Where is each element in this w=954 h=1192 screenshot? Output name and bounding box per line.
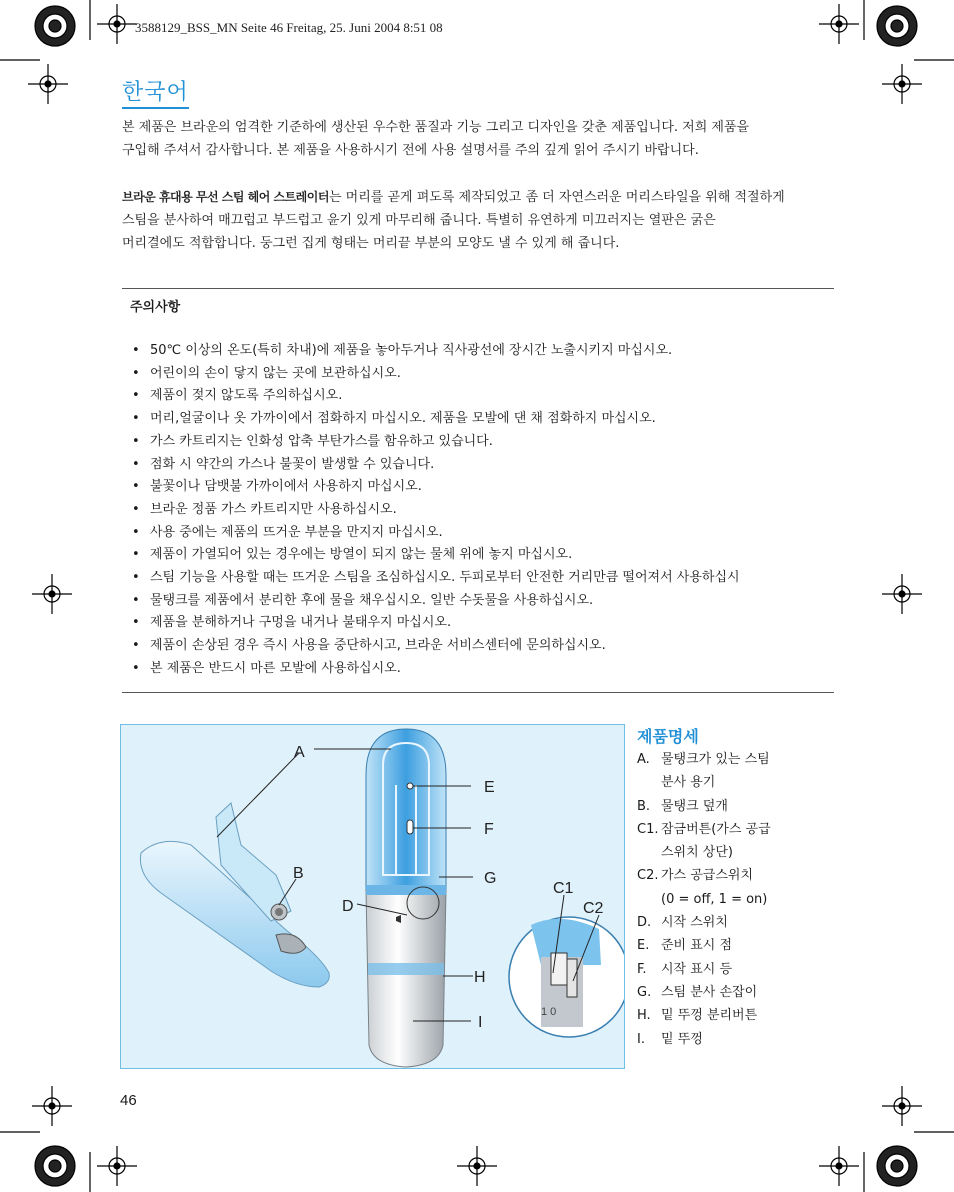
- warning-item: • 불꽃이나 담뱃불 가까이에서 사용하지 마십시오.: [132, 476, 842, 499]
- crosshair-icon: [819, 4, 859, 44]
- spec-key: C1.: [637, 821, 659, 837]
- spec-text: 스팀 분사 손잡이: [661, 984, 758, 1000]
- spec-text: 물탱크가 있는 스팀: [661, 752, 770, 767]
- spec-item: [637, 818, 937, 865]
- color-rosette-icon: [877, 1146, 917, 1186]
- spec-key: E.: [637, 938, 650, 954]
- tank-clip-drawing: [140, 803, 329, 987]
- intro-paragraph: [122, 116, 838, 162]
- spec-text: 준비 표시 점: [661, 938, 733, 954]
- product-diagram: [120, 724, 625, 1069]
- warning-item: • 점화 시 약간의 가스나 불꽃이 발생할 수 있습니다.: [132, 454, 842, 477]
- warning-item: • 머리,얼굴이나 옷 가까이에서 점화하지 마십시오. 제품을 모발에 댄 채 점화하지 마십시오.: [132, 408, 842, 431]
- label-i: I: [478, 1014, 483, 1031]
- crosshair-icon: [819, 1146, 859, 1186]
- section-title: 한국어: [122, 80, 189, 109]
- warning-item: • 물탱크를 제품에서 분리한 후에 물을 채우십시오. 일반 수돗물을 사용하십시오.: [132, 590, 842, 613]
- spec-text: 시작 표시 등: [661, 961, 733, 977]
- spec-text: 가스 공급스위치: [661, 868, 754, 884]
- description-line: 머리결에도 적합합니다. 둥그런 집게 형태는 머리끝 부분의 모양도 낼 수 있게 해 줍니다.: [122, 236, 620, 251]
- spec-item: [637, 864, 937, 911]
- label-d: D: [342, 898, 354, 915]
- label-c2: C2: [583, 900, 604, 917]
- product-illustration: [121, 725, 624, 1068]
- warning-item: • 브라운 정품 가스 카트리지만 사용하십시오.: [132, 499, 842, 522]
- crosshair-icon: [882, 64, 922, 104]
- crosshair-icon: [97, 1146, 137, 1186]
- crosshair-icon: [28, 64, 68, 104]
- spec-text: 잠금버튼(가스 공급: [661, 821, 771, 837]
- description-line: 스팀을 분사하여 매끄럽고 부드럽고 윤기 있게 마무리해 줍니다. 특별히 유연하게 미끄러지는 열판은 굵은: [122, 213, 716, 228]
- description-text: 는 머리를 곧게 펴도록 제작되었고 좀 더 자연스러운 머리스타일을 위해 적절하게: [328, 190, 785, 205]
- straightener-device: [366, 729, 446, 1067]
- label-b: B: [293, 865, 304, 882]
- spec-key: H.: [637, 1008, 651, 1024]
- crosshair-icon: [32, 574, 72, 614]
- label-h: H: [474, 969, 486, 986]
- spec-text-cont: 스위치 상단): [661, 845, 733, 861]
- spec-text: 밑 뚜껑: [661, 1031, 703, 1047]
- label-e: E: [484, 779, 495, 796]
- spec-key: A.: [637, 752, 650, 767]
- warning-item: • 어린이의 손이 닿지 않는 곳에 보관하십시오.: [132, 363, 842, 386]
- spec-key: F.: [637, 961, 647, 977]
- spec-item: [637, 958, 937, 981]
- color-rosette-icon: [877, 6, 917, 46]
- specs-title: 제품명세: [637, 727, 699, 746]
- spec-text: 밑 뚜껑 분리버튼: [661, 1008, 758, 1024]
- spec-key: C2.: [637, 868, 659, 884]
- dial-marks: 1 0: [541, 1006, 557, 1018]
- switch-detail-drawing: [509, 917, 624, 1037]
- spec-item: [637, 1028, 937, 1051]
- spec-text-cont: 분사 용기: [661, 775, 716, 791]
- label-f: F: [484, 821, 494, 838]
- spec-text: 시작 스위치: [661, 915, 728, 931]
- warning-item: • 50℃ 이상의 온도(특히 차내)에 제품을 놓아두거나 직사광선에 장시간 노출시키지 마십시오.: [132, 340, 842, 363]
- warning-item: • 제품이 손상된 경우 즉시 사용을 중단하시고, 브라운 서비스센터에 문의하십시오.: [132, 635, 842, 658]
- label-g: G: [484, 870, 497, 887]
- spec-item: [637, 981, 937, 1004]
- spec-item: [637, 1004, 937, 1027]
- label-a: A: [294, 744, 305, 761]
- spec-item: [637, 911, 937, 934]
- spec-item: [637, 934, 937, 957]
- warning-item: • 사용 중에는 제품의 뜨거운 부분을 만지지 마십시오.: [132, 522, 842, 545]
- spec-text: 물탱크 덮개: [661, 798, 728, 814]
- warning-item: • 가스 카트리지는 인화성 압축 부탄가스를 함유하고 있습니다.: [132, 431, 842, 454]
- divider: [122, 692, 834, 693]
- print-header: 3588129_BSS_MN Seite 46 Freitag, 25. Juni 2004 8:51 08: [135, 20, 443, 35]
- warning-item: • 제품이 가열되어 있는 경우에는 방열이 되지 않는 물체 위에 놓지 마십시오.: [132, 544, 842, 567]
- page-number: 46: [120, 1092, 137, 1109]
- crosshair-icon: [457, 1146, 497, 1186]
- warning-item: • 제품을 분해하거나 구멍을 내거나 불태우지 마십시오.: [132, 612, 842, 635]
- divider: [122, 288, 834, 289]
- label-c1: C1: [553, 880, 574, 897]
- spec-key: B.: [637, 798, 651, 814]
- crosshair-icon: [32, 1086, 72, 1126]
- color-rosette-icon: [35, 6, 75, 46]
- spec-key: D.: [637, 915, 652, 931]
- warning-item: • 스팀 기능을 사용할 때는 뜨거운 스팀을 조심하십시오. 두피로부터 안전한 거리만큼 떨어져서 사용하십시: [132, 567, 842, 590]
- spec-item: [637, 795, 937, 818]
- crosshair-icon: [882, 1086, 922, 1126]
- specs-list: [637, 748, 937, 1051]
- warning-item: • 본 제품은 반드시 마른 모발에 사용하십시오.: [132, 658, 842, 681]
- color-rosette-icon: [35, 1146, 75, 1186]
- intro-line: 본 제품은 브라운의 엄격한 기준하에 생산된 우수한 품질과 기능 그리고 디자인을 갖춘 제품입니다. 저희 제품을: [122, 120, 750, 135]
- warnings-title: 주의사항: [130, 300, 181, 315]
- spec-key: G.: [637, 984, 652, 1000]
- spec-text-cont: (0 = off, 1 = on): [661, 891, 768, 907]
- crosshair-icon: [882, 574, 922, 614]
- spec-item: [637, 748, 937, 795]
- intro-line: 구입해 주셔서 감사합니다. 본 제품을 사용하시기 전에 사용 설명서를 주의 깊게 읽어 주시기 바랍니다.: [122, 143, 699, 158]
- warning-item: • 제품이 젖지 않도록 주의하십시오.: [132, 385, 842, 408]
- spec-key: I.: [637, 1031, 645, 1047]
- description-paragraph: [122, 186, 838, 255]
- product-name: 브라운 휴대용 무선 스팀 헤어 스트레이터: [122, 190, 329, 204]
- description-line: [122, 186, 838, 209]
- warnings-list: [132, 340, 842, 681]
- crosshair-icon: [97, 4, 137, 44]
